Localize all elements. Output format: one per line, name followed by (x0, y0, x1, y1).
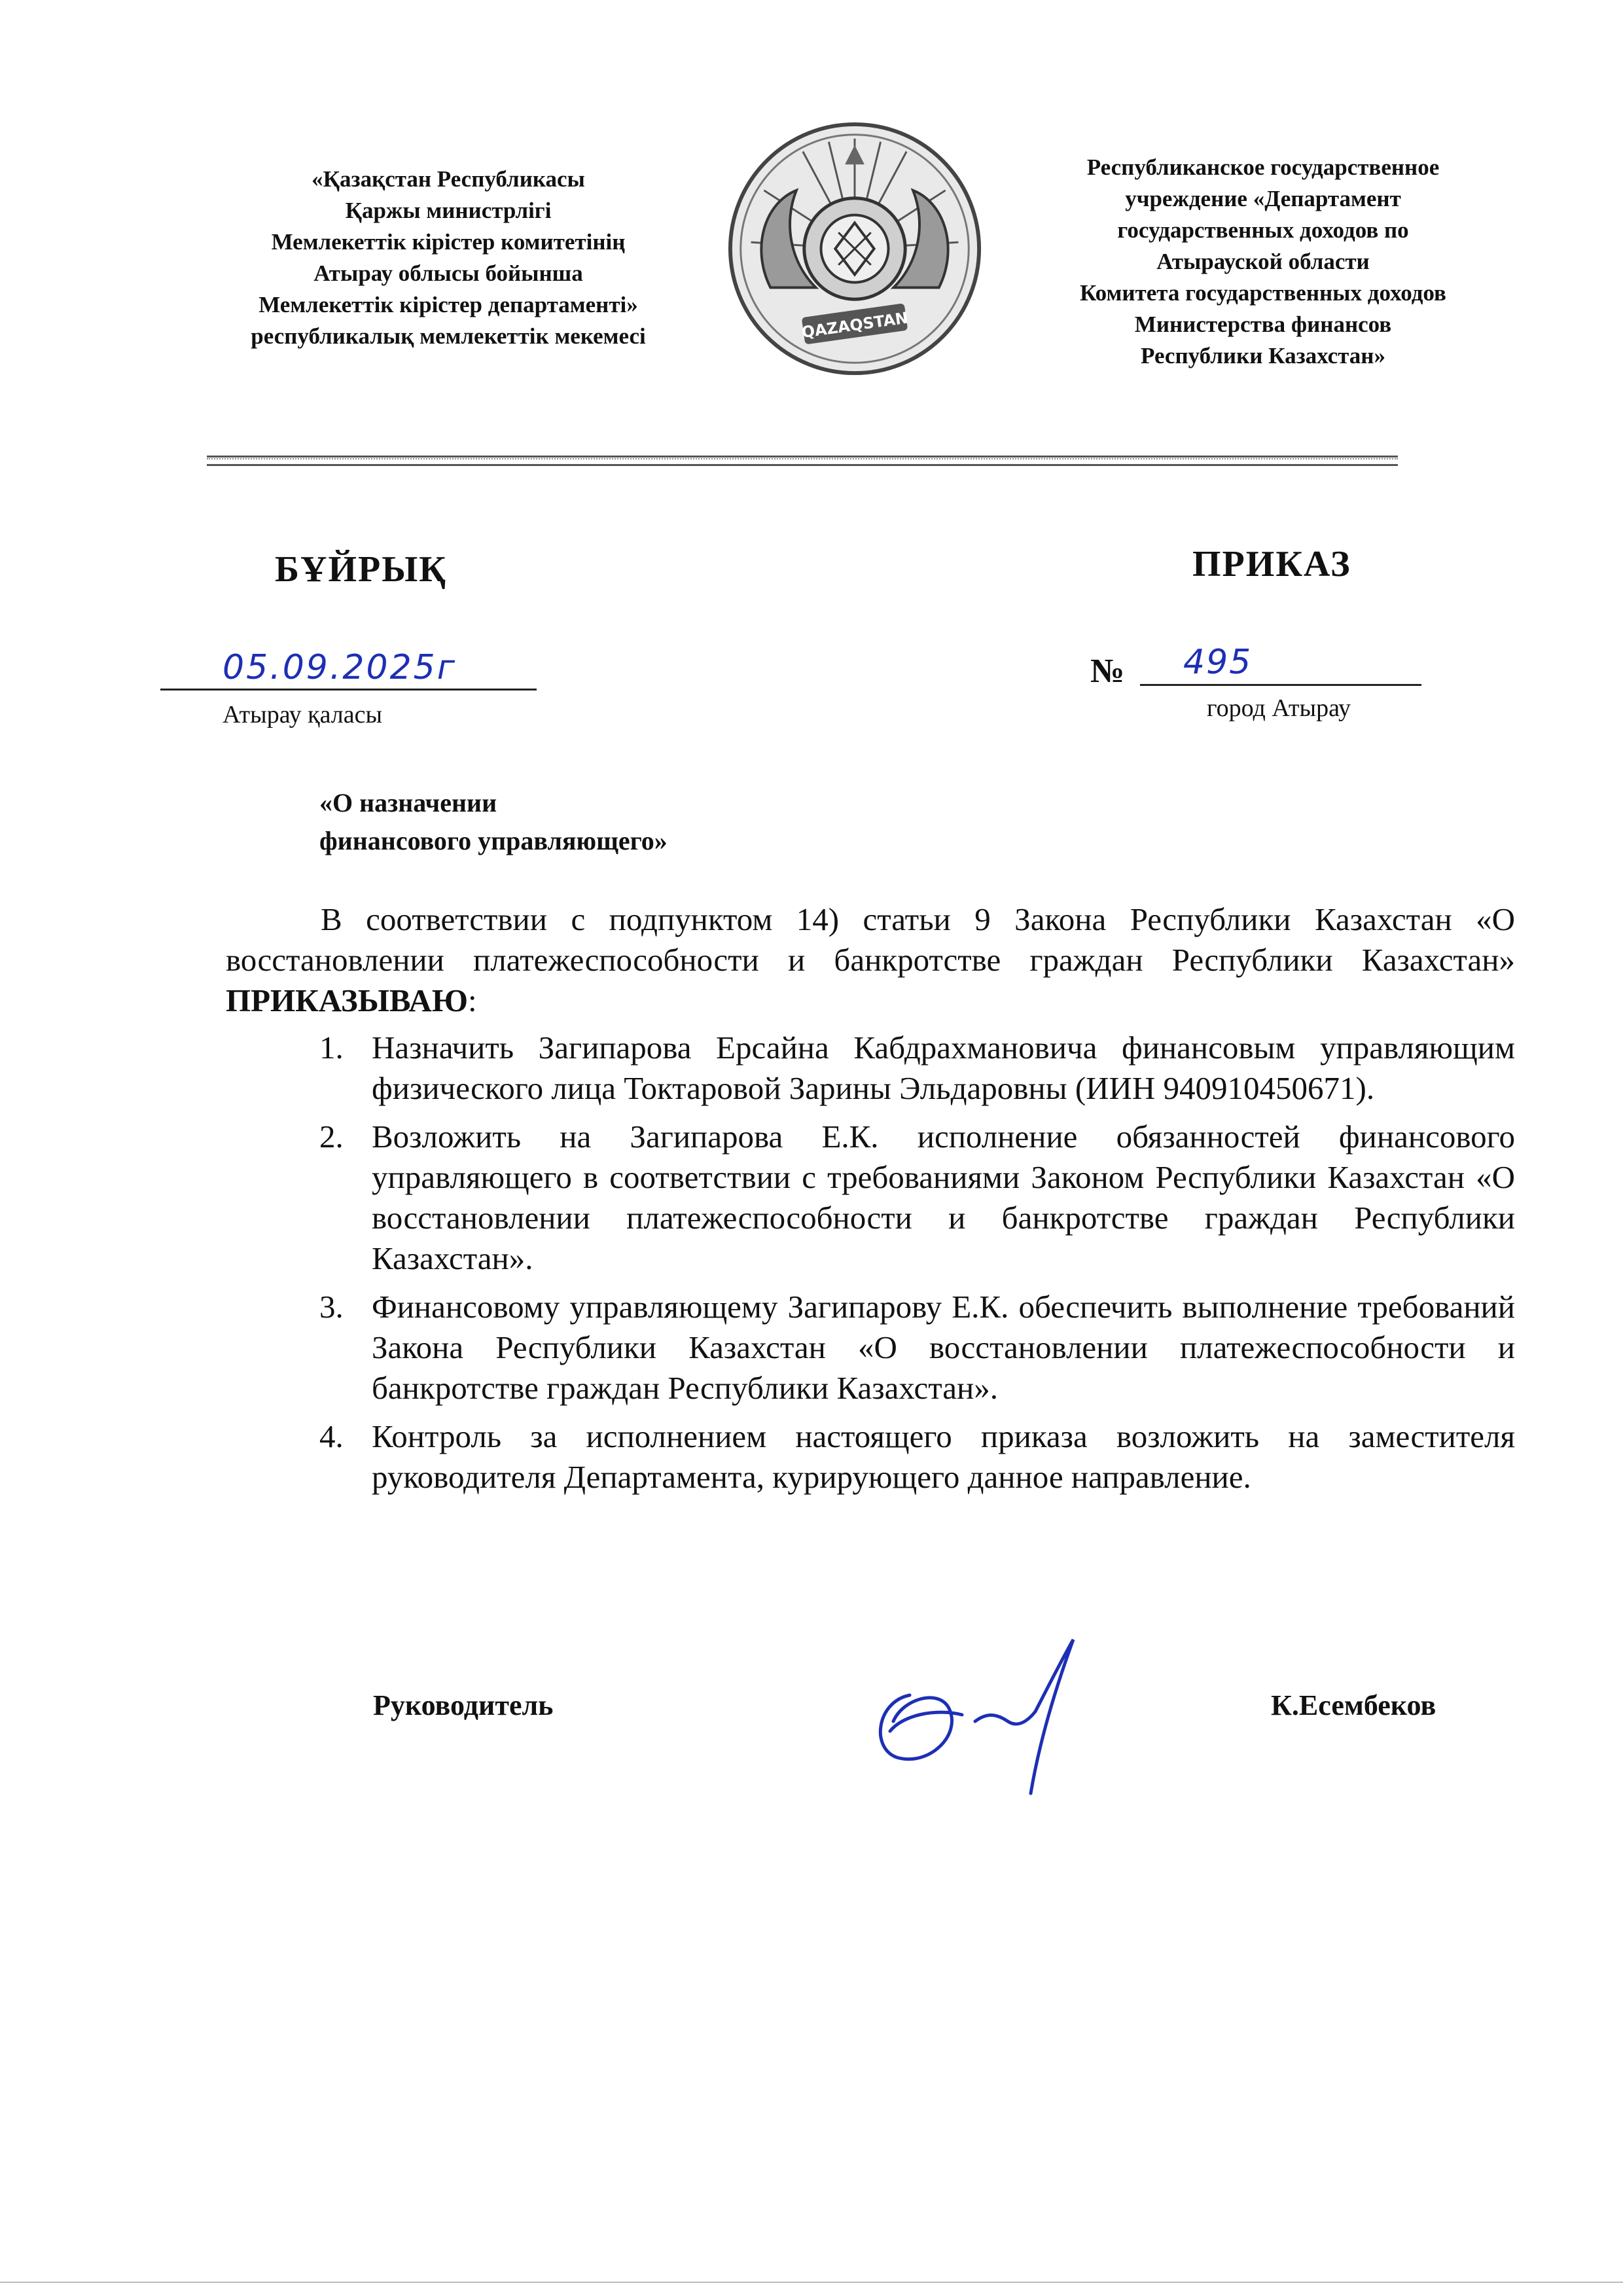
item-number: 4. (319, 1418, 344, 1454)
header-ru-block (1008, 152, 1518, 372)
signatory-name: К.Есембеков (1271, 1689, 1436, 1721)
header-ru-line: Республиканское государственное (1086, 154, 1440, 180)
header-separator-dotted (207, 458, 1398, 459)
intro-end: : (468, 982, 477, 1018)
header-ru-line: учреждение «Департамент (1125, 186, 1401, 211)
header-ru-line: государственных доходов по (1117, 217, 1409, 243)
subject-line: «О назначении (319, 788, 497, 817)
list-item (308, 1416, 1515, 1498)
city-ru: город Атырау (1207, 694, 1351, 722)
list-item (308, 1287, 1515, 1408)
page-bottom-edge (0, 2282, 1623, 2283)
order-subject (319, 784, 668, 860)
header-kz-line: Атырау облысы бойынша (313, 260, 583, 286)
intro-text: В соответствии с подпунктом 14) статьи 9 Закона Республики Казахстан «О восстановлении платежеспособности и банкротстве граждан Республики Казахстан» (226, 901, 1515, 978)
item-text: Финансовому управляющему Загипарову Е.К. обеспечить выполнение требований Закона Республики Казахстан «О восстановлении платежеспособности и банкротстве граждан Республики Казахстан». (372, 1289, 1515, 1406)
item-text: Контроль за исполнением настоящего приказа возложить на заместителя руководителя Департамента, курирующего данное направление. (372, 1418, 1515, 1495)
header-kz-line: Мемлекеттік кірістер департаменті» (259, 292, 638, 317)
signatory-title: Руководитель (373, 1689, 554, 1721)
city-kz: Атырау қаласы (223, 701, 383, 728)
number-underline (1140, 684, 1421, 686)
header-kz-line: Қаржы министрлігі (345, 198, 552, 223)
header-ru-line: Комитета государственных доходов (1080, 280, 1446, 306)
intro-emphasis: ПРИКАЗЫВАЮ (226, 982, 468, 1018)
list-item (308, 1117, 1515, 1279)
kazakhstan-emblem-icon (725, 119, 984, 378)
list-item (308, 1028, 1515, 1109)
header-ru-line: Республики Казахстан» (1141, 343, 1385, 368)
item-number: 1. (319, 1030, 344, 1066)
header-ru-line: Атырауской области (1156, 249, 1370, 274)
document-title-ru: ПРИКАЗ (1192, 544, 1351, 584)
item-text: Назначить Загипарова Ерсайна Кабдрахмановича финансовым управляющим физического лица Токтаровой Зарины Эльдаровны (ИИН 940910450671). (372, 1030, 1515, 1106)
item-number: 2. (319, 1119, 344, 1155)
header-kz-line: «Қазақстан Республикасы (312, 166, 585, 192)
header-ru-line: Министерства финансов (1134, 312, 1392, 337)
order-intro (226, 899, 1515, 1021)
item-number: 3. (319, 1289, 344, 1325)
date-underline (160, 689, 537, 691)
subject-line: финансового управляющего» (319, 826, 668, 855)
list-gap (308, 1408, 1515, 1416)
document-title-kz: БҰЙРЫҚ (275, 549, 447, 590)
list-gap (308, 1109, 1515, 1117)
header-kz-line: Мемлекеттік кірістер комитетінің (271, 229, 626, 255)
list-gap (308, 1279, 1515, 1287)
header-separator (207, 456, 1398, 466)
order-number-sign: № (1090, 653, 1125, 690)
header-kz-line: республикалық мемлекеттік мекемесі (251, 323, 646, 349)
handwritten-signature-icon (864, 1623, 1139, 1806)
emblem-ribbon-text: QAZAQSTAN (800, 308, 910, 342)
order-items (308, 1028, 1515, 1498)
order-date: 05.09.2025г (223, 648, 457, 687)
order-number: 495 (1183, 643, 1253, 682)
item-text: Возложить на Загипарова Е.К. исполнение обязанностей финансового управляющего в соответствии с требованиями Законом Республики Казахстан «О восстановлении платежеспособности и банкротстве граждан Республики Казахстан». (372, 1119, 1515, 1276)
header-kz-block (196, 164, 700, 352)
